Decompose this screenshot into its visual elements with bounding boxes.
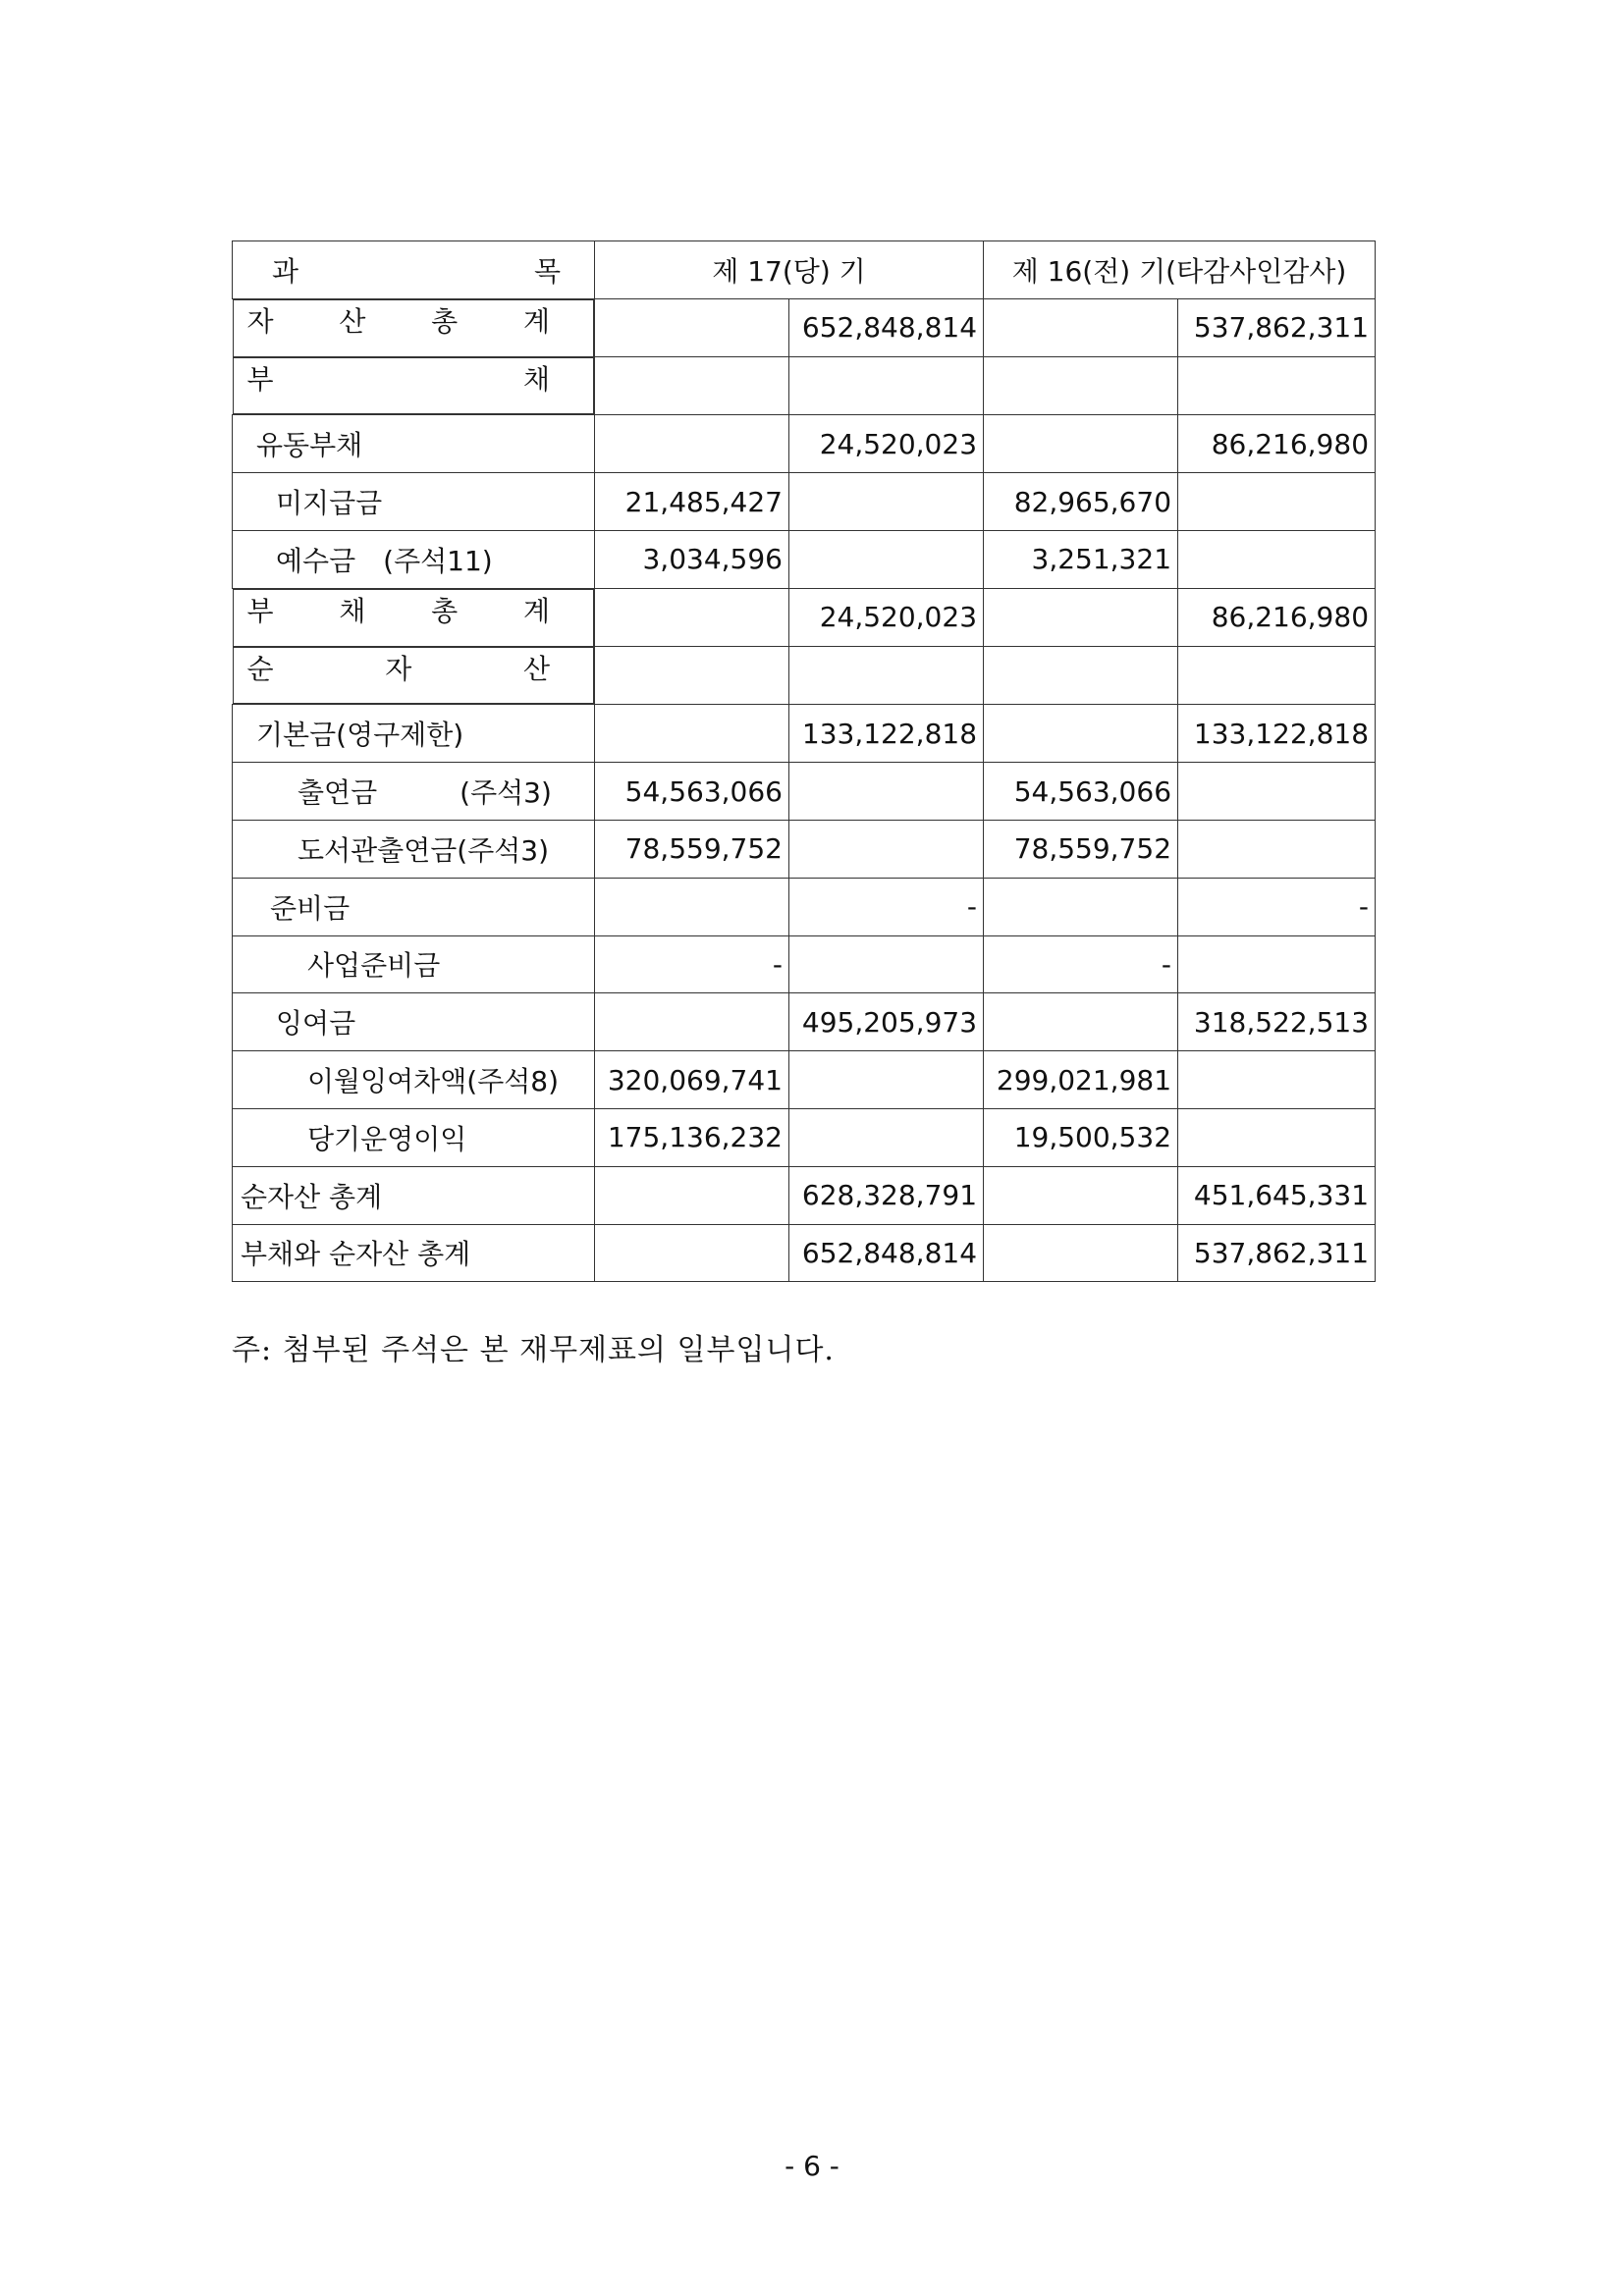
value-cell-c4 bbox=[1178, 1051, 1376, 1109]
value-cell-c2: 24,520,023 bbox=[789, 415, 984, 473]
row-label-text: 사업준비금 bbox=[307, 949, 441, 983]
footnote: 주: 첨부된 주석은 본 재무제표의 일부입니다. bbox=[232, 1333, 835, 1367]
value-cell-c1 bbox=[595, 1166, 789, 1224]
table-row bbox=[233, 415, 1376, 473]
table-row bbox=[233, 530, 1376, 588]
row-label-text: 순자산 총계 bbox=[241, 1180, 383, 1213]
row-label-part: 계 bbox=[522, 594, 550, 627]
value-cell-c4 bbox=[1178, 935, 1376, 993]
row-label bbox=[233, 473, 595, 531]
table-body bbox=[233, 298, 1376, 1282]
value-cell-c3 bbox=[984, 647, 1178, 705]
row-label-part: 산 bbox=[339, 304, 366, 338]
value-cell-c2 bbox=[789, 820, 984, 878]
value-cell-c3: - bbox=[984, 935, 1178, 993]
table-row bbox=[233, 763, 1376, 821]
value-cell-c1 bbox=[595, 1224, 789, 1282]
value-cell-c3 bbox=[984, 415, 1178, 473]
value-cell-c2 bbox=[789, 1051, 984, 1109]
row-label-part: 산 bbox=[522, 652, 550, 685]
value-cell-c3 bbox=[984, 993, 1178, 1051]
value-cell-c1: 3,034,596 bbox=[595, 530, 789, 588]
row-label-part: 계 bbox=[522, 304, 550, 338]
table-row bbox=[233, 298, 1376, 356]
value-cell-c2: 652,848,814 bbox=[789, 298, 984, 356]
value-cell-c2 bbox=[789, 935, 984, 993]
row-label bbox=[233, 1108, 595, 1166]
value-cell-c3 bbox=[984, 1224, 1178, 1282]
row-label bbox=[233, 993, 595, 1051]
row-label bbox=[233, 878, 595, 935]
value-cell-c3: 54,563,066 bbox=[984, 763, 1178, 821]
value-cell-c2 bbox=[789, 473, 984, 531]
value-cell-c4 bbox=[1178, 647, 1376, 705]
value-cell-c2: 495,205,973 bbox=[789, 993, 984, 1051]
table-row bbox=[233, 993, 1376, 1051]
value-cell-c3: 78,559,752 bbox=[984, 820, 1178, 878]
value-cell-c2 bbox=[789, 357, 984, 415]
row-label-part: 부 bbox=[246, 594, 274, 627]
row-label bbox=[233, 1224, 595, 1282]
value-cell-c1 bbox=[595, 357, 789, 415]
value-cell-c1 bbox=[595, 878, 789, 935]
row-label-text: 미지급금 bbox=[276, 487, 383, 520]
value-cell-c2: - bbox=[789, 878, 984, 935]
value-cell-c4: - bbox=[1178, 878, 1376, 935]
value-cell-c4 bbox=[1178, 473, 1376, 531]
value-cell-c1: 54,563,066 bbox=[595, 763, 789, 821]
table-row bbox=[233, 1051, 1376, 1109]
row-label bbox=[233, 357, 595, 415]
row-label-part: 채 bbox=[339, 594, 366, 627]
value-cell-c2: 133,122,818 bbox=[789, 705, 984, 763]
row-label-part: 총 bbox=[431, 304, 459, 338]
value-cell-c4 bbox=[1178, 1108, 1376, 1166]
table-row bbox=[233, 878, 1376, 935]
row-label bbox=[233, 705, 595, 763]
value-cell-c4: 86,216,980 bbox=[1178, 415, 1376, 473]
row-label bbox=[233, 415, 595, 473]
value-cell-c2 bbox=[789, 763, 984, 821]
row-label-text: 출연금 (주석3) bbox=[298, 776, 552, 810]
value-cell-c1 bbox=[595, 993, 789, 1051]
value-cell-c2: 628,328,791 bbox=[789, 1166, 984, 1224]
value-cell-c4 bbox=[1178, 530, 1376, 588]
value-cell-c1: 175,136,232 bbox=[595, 1108, 789, 1166]
header-account-char-2: 목 bbox=[533, 254, 561, 288]
table-row bbox=[233, 357, 1376, 415]
value-cell-c4: 451,645,331 bbox=[1178, 1166, 1376, 1224]
table-row bbox=[233, 820, 1376, 878]
value-cell-c1: 21,485,427 bbox=[595, 473, 789, 531]
value-cell-c1 bbox=[595, 415, 789, 473]
value-cell-c3: 19,500,532 bbox=[984, 1108, 1178, 1166]
table-row bbox=[233, 1224, 1376, 1282]
header-current-period: 제 17(당) 기 bbox=[595, 241, 984, 299]
row-label-part: 부 bbox=[246, 362, 274, 396]
value-cell-c4: 537,862,311 bbox=[1178, 1224, 1376, 1282]
row-label bbox=[233, 763, 595, 821]
row-label-text: 잉여금 bbox=[276, 1007, 356, 1041]
value-cell-c1: 78,559,752 bbox=[595, 820, 789, 878]
value-cell-c3: 299,021,981 bbox=[984, 1051, 1178, 1109]
balance-sheet-table bbox=[232, 240, 1376, 1282]
row-label bbox=[233, 647, 595, 705]
row-label-text: 당기운영이익 bbox=[307, 1122, 467, 1155]
value-cell-c1 bbox=[595, 647, 789, 705]
value-cell-c2: 24,520,023 bbox=[789, 588, 984, 646]
value-cell-c4 bbox=[1178, 357, 1376, 415]
value-cell-c2 bbox=[789, 1108, 984, 1166]
value-cell-c2 bbox=[789, 530, 984, 588]
row-label bbox=[233, 935, 595, 993]
row-label bbox=[233, 589, 595, 647]
header-account-char-1: 과 bbox=[272, 254, 299, 288]
table-row bbox=[233, 473, 1376, 531]
value-cell-c3 bbox=[984, 357, 1178, 415]
row-label-text: 기본금(영구제한) bbox=[256, 719, 464, 752]
value-cell-c4: 318,522,513 bbox=[1178, 993, 1376, 1051]
value-cell-c3 bbox=[984, 1166, 1178, 1224]
table-row bbox=[233, 1166, 1376, 1224]
row-label-text: 유동부채 bbox=[256, 429, 363, 462]
value-cell-c4: 133,122,818 bbox=[1178, 705, 1376, 763]
row-label-text: 부채와 순자산 총계 bbox=[241, 1238, 471, 1271]
row-label bbox=[233, 820, 595, 878]
row-label-text: 예수금 (주석11) bbox=[276, 544, 493, 577]
page-number: - 6 - bbox=[785, 2150, 839, 2182]
row-label-part: 채 bbox=[522, 362, 550, 396]
value-cell-c4 bbox=[1178, 820, 1376, 878]
row-label bbox=[233, 299, 595, 357]
value-cell-c3 bbox=[984, 878, 1178, 935]
header-account bbox=[233, 241, 595, 299]
table-row bbox=[233, 705, 1376, 763]
row-label-text: 이월잉여차액(주석8) bbox=[307, 1065, 560, 1098]
row-label bbox=[233, 530, 595, 588]
value-cell-c1: - bbox=[595, 935, 789, 993]
value-cell-c4: 86,216,980 bbox=[1178, 588, 1376, 646]
row-label bbox=[233, 1051, 595, 1109]
value-cell-c1 bbox=[595, 298, 789, 356]
table-row bbox=[233, 1108, 1376, 1166]
row-label-text: 도서관출연금(주석3) bbox=[298, 833, 550, 867]
row-label-part: 총 bbox=[431, 594, 459, 627]
value-cell-c3: 3,251,321 bbox=[984, 530, 1178, 588]
value-cell-c4: 537,862,311 bbox=[1178, 298, 1376, 356]
value-cell-c2: 652,848,814 bbox=[789, 1224, 984, 1282]
value-cell-c3 bbox=[984, 588, 1178, 646]
value-cell-c4 bbox=[1178, 763, 1376, 821]
value-cell-c3 bbox=[984, 705, 1178, 763]
table-row bbox=[233, 647, 1376, 705]
row-label-part: 순 bbox=[246, 652, 274, 685]
row-label-part: 자 bbox=[385, 652, 412, 685]
value-cell-c1 bbox=[595, 705, 789, 763]
row-label-text: 준비금 bbox=[270, 891, 351, 925]
value-cell-c1 bbox=[595, 588, 789, 646]
value-cell-c3 bbox=[984, 298, 1178, 356]
value-cell-c2 bbox=[789, 647, 984, 705]
row-label-part: 자 bbox=[246, 304, 274, 338]
row-label bbox=[233, 1166, 595, 1224]
table-row bbox=[233, 588, 1376, 646]
table-header-row bbox=[233, 241, 1376, 299]
header-prior-period: 제 16(전) 기(타감사인감사) bbox=[984, 241, 1376, 299]
value-cell-c3: 82,965,670 bbox=[984, 473, 1178, 531]
table-row bbox=[233, 935, 1376, 993]
value-cell-c1: 320,069,741 bbox=[595, 1051, 789, 1109]
